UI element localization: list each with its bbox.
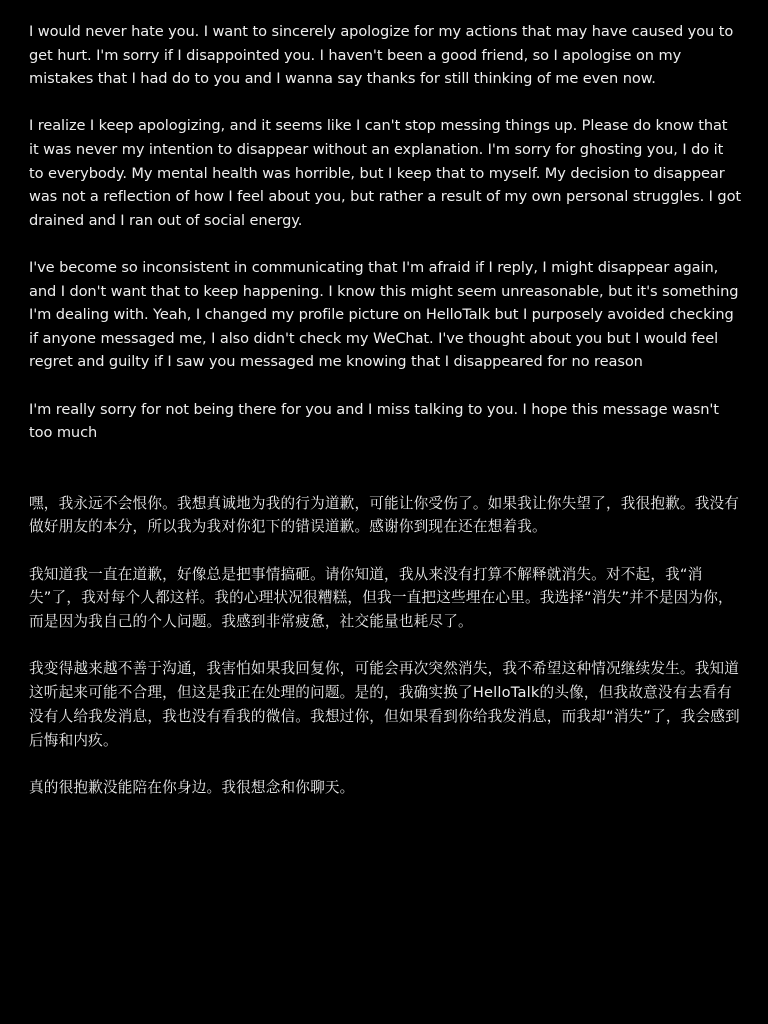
chinese-paragraph-3: 我变得越来越不善于沟通，我害怕如果我回复你，可能会再次突然消失，我不希望这种情况继续发生。我知道这听起来可能不合理，但这是我正在处理的问题。是的，我确实换了HelloTalk的头像，但我故意没有去看有没有人给我发消息，我也没有看我的微信。我想过你，但如果看到你给我发消息，而我却“消失”了，我会感到后悔和内疚。 [29, 660, 740, 749]
paragraph-spacer [29, 539, 741, 563]
chinese-paragraph-4: 真的很抱歉没能陪在你身边。我很想念和你聊天。 [29, 778, 355, 796]
chinese-paragraph-2: 我知道我一直在道歉，好像总是把事情搞砸。请你知道，我从来没有打算不解释就消失。对不起，我“消失”了，我对每个人都这样。我的心理状况很糟糕，但我一直把这些埋在心里。我选择“消失”并不是因为你，而是因为我自己的个人问题。我感到非常疲惫，社交能量也耗尽了。 [29, 565, 733, 631]
section-spacer [29, 445, 741, 492]
english-paragraph-1: I would never hate you. I want to sincerely apologize for my actions that may have caused you to get hurt. I'm sorry if I disappointed you. I haven't been a good friend, so I apologise on my mistakes that I had do to you and I wanna say thanks for still thinking of me even now. [29, 23, 734, 88]
chinese-paragraph-1: 嘿，我永远不会恨你。我想真诚地为我的行为道歉，可能让你受伤了。如果我让你失望了，我很抱歉。我没有做好朋友的本分，所以我为我对你犯下的错误道歉。感谢你到现在还在想着我。 [29, 494, 740, 536]
paragraph-spacer [29, 232, 741, 256]
paragraph-spacer [29, 752, 741, 776]
english-paragraph-4: I'm really sorry for not being there for you and I miss talking to you. I hope this message wasn't too much [29, 400, 719, 442]
english-paragraph-3: I've become so inconsistent in communicating that I'm afraid if I reply, I might disappear again, and I don't want that to keep happening. I know this might seem unreasonable, but it's something I'm dealing with. Yeah, I changed my profile picture on HelloTalk but I purposely avoided checking if anyone messaged me, I also didn't check my WeChat. I've thought about you but I would feel regret and guilty if I saw you messaged me knowing that I disappeared for no reason [29, 258, 739, 371]
paragraph-spacer [29, 91, 741, 115]
paragraph-spacer [29, 634, 741, 658]
note-body[interactable] [29, 20, 741, 800]
english-paragraph-2: I realize I keep apologizing, and it seems like I can't stop messing things up. Please do know that it was never my intention to disappear without an explanation. I'm sorry for ghosting you, I do it to everybody. My mental health was horrible, but I keep that to myself. My decision to disappear was not a reflection of how I feel about you, but rather a result of my own personal struggles. I got drained and I ran out of social energy. [29, 117, 742, 229]
paragraph-spacer [29, 374, 741, 398]
